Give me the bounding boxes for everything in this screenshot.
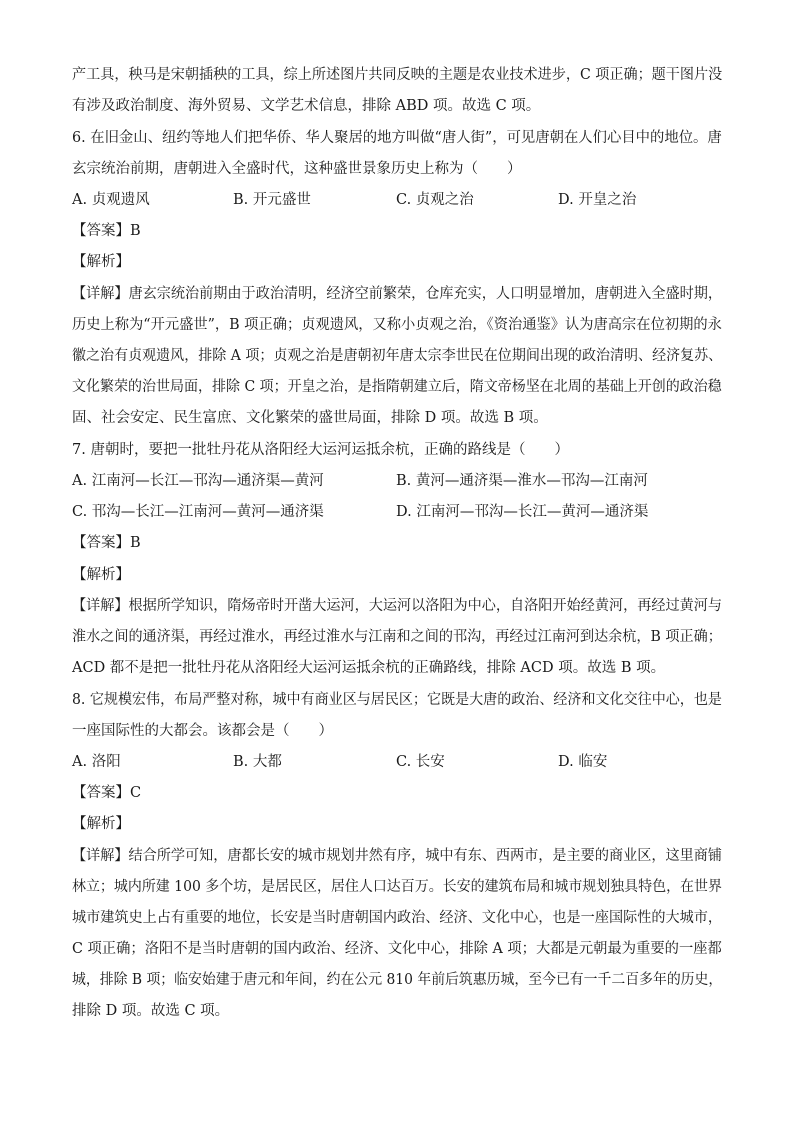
question-8-detail-line: 城，排除 B 项；临安始建于唐元和年间，约在公元 810 年前后筑惠历城，至今已有一千二百多年的历史， — [72, 972, 723, 988]
question-7-option-b: B. 黄河—通济渠—淮水—邗沟—江南河 — [396, 473, 648, 489]
question-6-stem: 6. 在旧金山、纽约等地人们把华侨、华人聚居的地方叫做“唐人街”，可见唐朝在人们心目中的地位。唐 — [72, 130, 722, 146]
question-6-detail-line: 徽之治有贞观遗风，排除 A 项；贞观之治是唐朝初年唐太宗李世民在位期间出现的政治清明、经济复苏、 — [72, 348, 723, 364]
paragraph-line: 产工具，秧马是宋朝插秧的工具，综上所述图片共同反映的主题是农业技术进步，C 项正确；题干图片没 — [72, 67, 723, 83]
question-6-option-b: B. 开元盛世 — [233, 192, 311, 208]
question-8-detail-line: 城市建筑史上占有重要的地位，长安是当时唐朝国内政治、经济、文化中心，也是一座国际性的大城市， — [72, 910, 722, 926]
question-6-detail-line: 文化繁荣的治世局面，排除 C 项；开皇之治，是指隋朝建立后，隋文帝杨坚在北周的基础上开创的政治稳 — [72, 379, 722, 395]
question-7-option-a: A. 江南河—长江—邗沟—通济渠—黄河 — [72, 473, 324, 489]
question-8-analysis-label: 【解析】 — [72, 816, 130, 832]
question-7-detail-line: ACD 都不是把一批牡丹花从洛阳经大运河运抵余杭的正确路线，排除 ACD 项。故选 B 项。 — [72, 660, 666, 676]
question-8-option-c: C. 长安 — [396, 754, 445, 770]
question-7-detail-line: 淮水之间的通济渠，再经过淮水，再经过淮水与江南和之间的邗沟，再经过江南河到达余杭，B 项正确； — [72, 629, 722, 645]
question-6-detail-line: 固、社会安定、民生富庶、文化繁荣的盛世局面，排除 D 项。故选 B 项。 — [72, 410, 548, 426]
question-6-option-d: D. 开皇之治 — [558, 192, 637, 208]
question-8-detail-line: 林立；城内所建 100 多个坊，是居民区，居住人口达百万。长安的建筑布局和城市规划独具特色，在世界 — [72, 879, 722, 895]
question-8-detail-line: C 项正确；洛阳不是当时唐朝的国内政治、经济、文化中心，排除 A 项；大都是元朝最为重要的一座都 — [72, 941, 722, 957]
question-8-option-a: A. 洛阳 — [72, 754, 121, 770]
question-8-option-d: D. 临安 — [558, 754, 608, 770]
paragraph-line: 有涉及政治制度、海外贸易、文学艺术信息，排除 ABD 项。故选 C 项。 — [72, 98, 541, 114]
question-6-stem: 玄宗统治前期，唐朝进入全盛时代，这种盛世景象历史上称为（ ） — [72, 161, 522, 177]
question-8-option-b: B. 大都 — [233, 754, 282, 770]
question-7-answer: 【答案】B — [72, 535, 141, 551]
question-7-detail-line: 【详解】根据所学知识，隋炀帝时开凿大运河，大运河以洛阳为中心，自洛阳开始经黄河，再经过黄河与 — [72, 598, 722, 614]
question-7-analysis-label: 【解析】 — [72, 567, 130, 583]
question-7-stem: 7. 唐朝时，要把一批牡丹花从洛阳经大运河运抵余杭，正确的路线是（ ） — [72, 442, 569, 458]
question-6-answer: 【答案】B — [72, 223, 141, 239]
question-6-detail-line: 历史上称为“开元盛世”，B 项正确；贞观遗风，又称小贞观之治，《资治通鉴》认为唐高宗在位初期的永 — [72, 317, 722, 333]
question-8-stem: 一座国际性的大都会。该都会是（ ） — [72, 723, 333, 739]
question-8-detail-line: 【详解】结合所学可知，唐都长安的城市规划井然有序，城中有东、西两市，是主要的商业区，这里商铺 — [72, 848, 722, 864]
question-8-stem: 8. 它规模宏伟，布局严整对称，城中有商业区与居民区；它既是大唐的政治、经济和文化交往中心，也是 — [72, 692, 722, 708]
question-6-option-c: C. 贞观之治 — [396, 192, 474, 208]
question-6-analysis-label: 【解析】 — [72, 254, 130, 270]
question-6-option-a: A. 贞观遗风 — [72, 192, 150, 208]
question-7-option-d: D. 江南河—邗沟—长江—黄河—通济渠 — [396, 504, 649, 520]
question-8-detail-line: 排除 D 项。故选 C 项。 — [72, 1003, 230, 1019]
question-8-answer: 【答案】C — [72, 785, 142, 801]
question-6-detail-line: 【详解】唐玄宗统治前期由于政治清明，经济空前繁荣，仓库充实，人口明显增加，唐朝进入全盛时期， — [72, 286, 722, 302]
question-7-option-c: C. 邗沟—长江—江南河—黄河—通济渠 — [72, 504, 324, 520]
